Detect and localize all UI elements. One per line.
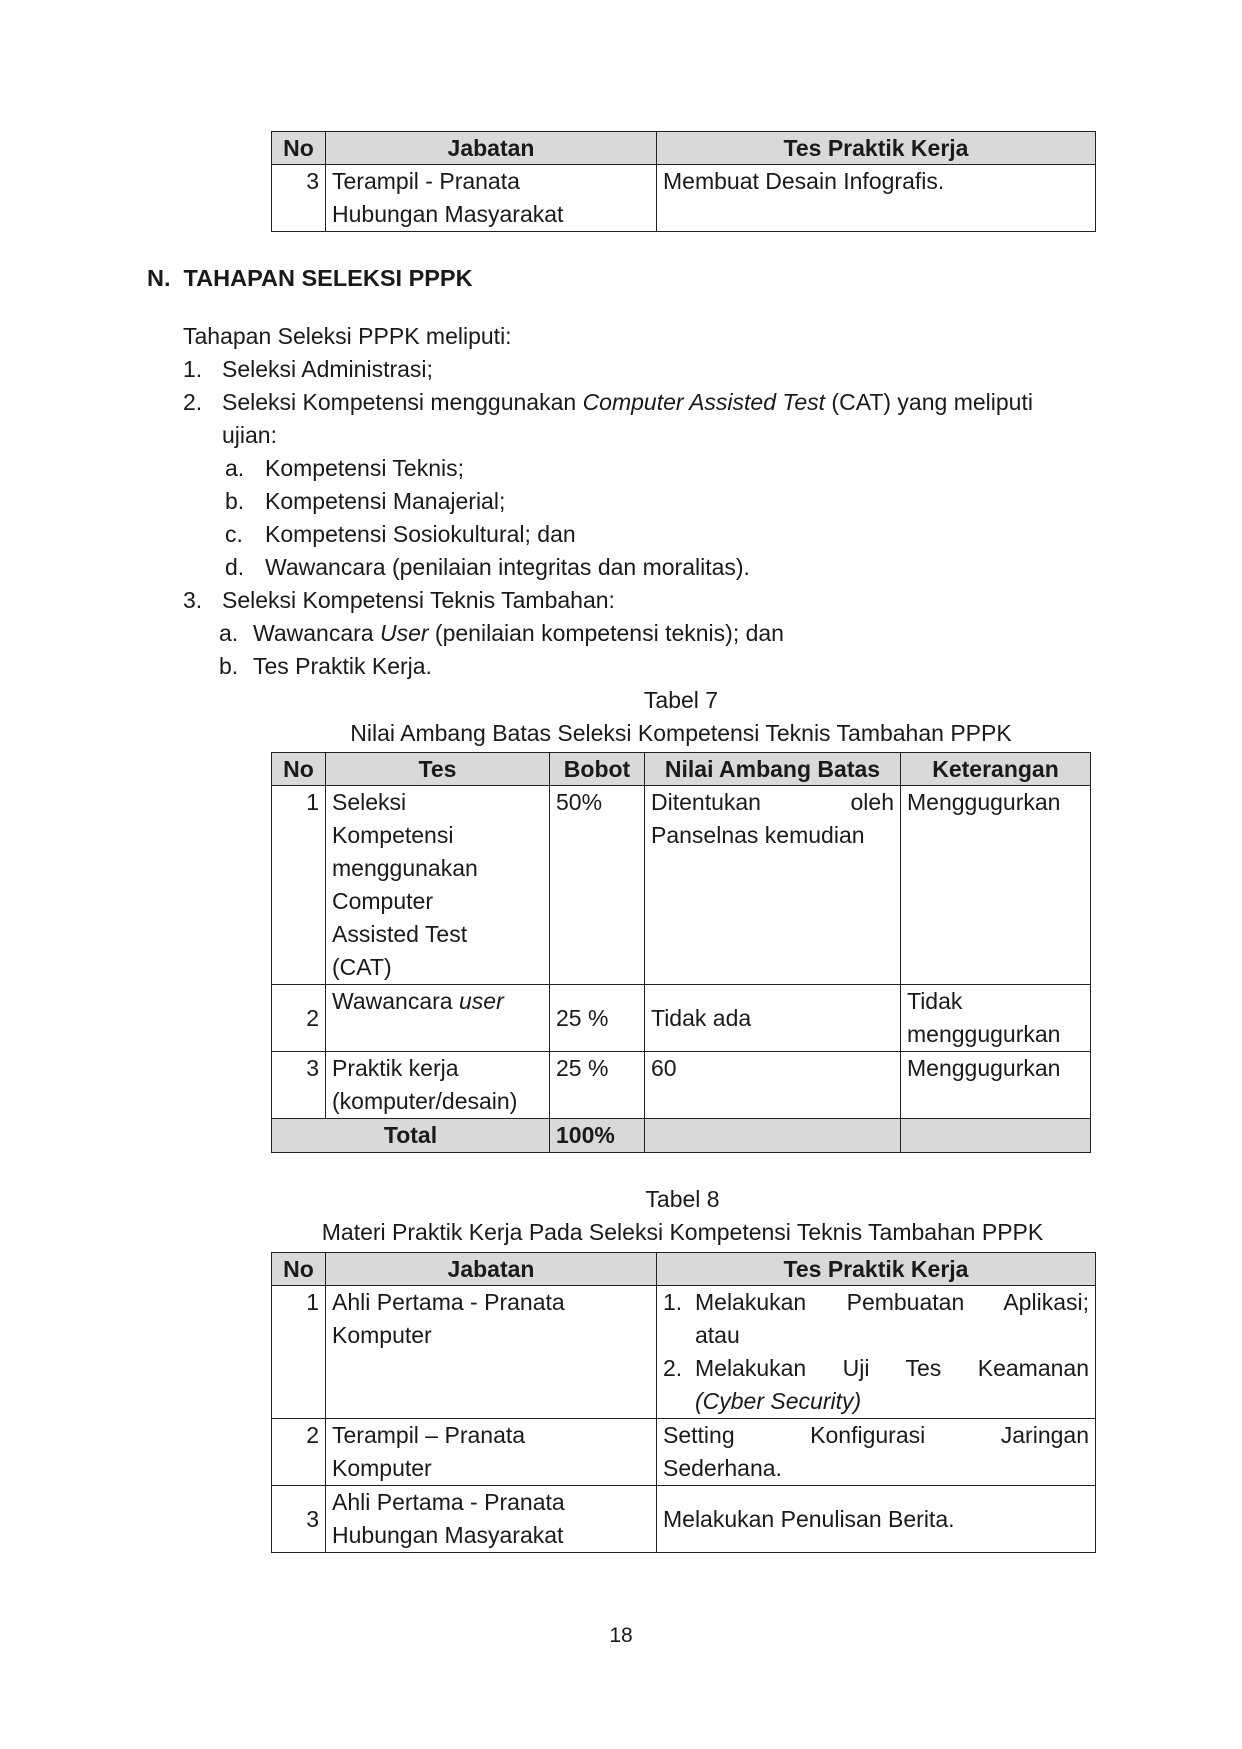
tes-num: 1. xyxy=(663,1289,683,1315)
list-num: 1. xyxy=(183,356,203,382)
list-text: Seleksi Administrasi; xyxy=(222,356,433,382)
cell-tes-line: Computer xyxy=(332,888,433,914)
header-no: No xyxy=(272,753,326,786)
cell-total-label: Total xyxy=(272,1119,550,1153)
cell-jabatan-line: Hubungan Masyarakat xyxy=(332,1522,564,1548)
cell-jabatan-line: Komputer xyxy=(332,1455,432,1481)
cell-tes-line: (CAT) xyxy=(332,954,392,980)
cell-tes: Melakukan Penulisan Berita. xyxy=(657,1486,1096,1553)
cell-tes-italic: user xyxy=(458,988,504,1014)
cell-no: 3 xyxy=(272,1052,326,1119)
tabel8-title: Materi Praktik Kerja Pada Seleksi Kompetensi Teknis Tambahan PPPK xyxy=(321,1219,1044,1245)
list-text-part: (CAT) yang meliputi xyxy=(825,389,1033,415)
sub-text-italic: User xyxy=(379,620,429,646)
tabel7 xyxy=(271,752,1091,1153)
tes-num: 2. xyxy=(663,1355,683,1381)
tabel7-title: Nilai Ambang Batas Seleksi Kompetensi Teknis Tambahan PPPK xyxy=(350,720,1012,746)
sub-num: c. xyxy=(225,521,243,547)
cell-tes xyxy=(657,1419,1096,1486)
list-num: 2. xyxy=(183,389,203,415)
table-top xyxy=(271,131,1096,232)
tes-item xyxy=(663,1352,1089,1418)
sub-item xyxy=(219,617,1093,650)
cell-nilai xyxy=(645,786,901,985)
cell-tes-line: Setting Konfigurasi Jaringan xyxy=(663,1422,1089,1448)
sub-num: b. xyxy=(219,653,239,679)
sub-text: Kompetensi Teknis; xyxy=(265,455,465,481)
cell-jabatan-line: Terampil – Pranata xyxy=(332,1422,526,1448)
sub-text: Kompetensi Sosiokultural; dan xyxy=(265,521,576,547)
cell-tes: Membuat Desain Infografis. xyxy=(657,165,1096,232)
tabel8-caption: Tabel 8 xyxy=(645,1186,720,1212)
table-row xyxy=(272,1486,1096,1553)
cell-keterangan xyxy=(901,985,1091,1052)
list-item-3 xyxy=(183,584,1093,617)
sub-text: Kompetensi Manajerial; xyxy=(265,488,506,514)
page-number: 18 xyxy=(609,1624,633,1647)
header-tes: Tes xyxy=(326,753,550,786)
list-item-2-cont: ujian: xyxy=(222,422,277,448)
cell-tes-line: Sederhana. xyxy=(663,1455,782,1481)
list-num: 3. xyxy=(183,587,203,613)
sub-list-3 xyxy=(183,617,1093,683)
cell-keterangan: Menggugurkan xyxy=(901,786,1091,985)
section-intro: Tahapan Seleksi PPPK meliputi: xyxy=(183,323,512,349)
cell-tes xyxy=(657,1286,1096,1419)
cell-tes xyxy=(326,1052,550,1119)
cell-jabatan xyxy=(326,165,657,232)
header-no: No xyxy=(272,1253,326,1286)
sub-num: b. xyxy=(225,488,245,514)
cell-nilai-word: Ditentukan xyxy=(651,789,761,815)
table-row xyxy=(272,165,1096,232)
cell-jabatan xyxy=(326,1486,657,1553)
tes-text-italic: (Cyber Security) xyxy=(695,1388,862,1414)
cell-bobot: 25 % xyxy=(550,1052,645,1119)
sub-list xyxy=(183,452,1093,584)
sub-item xyxy=(225,485,1093,518)
sub-text-part: Wawancara xyxy=(253,620,380,646)
cell-total-empty xyxy=(645,1119,901,1153)
cell-tes-line: Kompetensi xyxy=(332,822,454,848)
sub-text xyxy=(253,617,784,650)
cell-jabatan xyxy=(326,1286,657,1419)
list-text xyxy=(222,386,1033,419)
header-tes-praktik: Tes Praktik Kerja xyxy=(657,1253,1096,1286)
cell-jabatan-line2: Hubungan Masyarakat xyxy=(332,201,564,227)
cell-tes-line: menggunakan xyxy=(332,855,478,881)
cell-tes-line: Praktik kerja xyxy=(332,1055,459,1081)
cell-nilai-line2: Panselnas kemudian xyxy=(651,822,865,848)
cell-ket-line: Tidak xyxy=(907,988,963,1014)
list-item-2 xyxy=(183,386,1093,419)
table-row xyxy=(272,1419,1096,1486)
sub-text: Wawancara (penilaian integritas dan moralitas). xyxy=(265,554,750,580)
tes-text-line: Melakukan Pembuatan Aplikasi; xyxy=(695,1289,1089,1315)
cell-nilai: Tidak ada xyxy=(645,985,901,1052)
cell-no: 1 xyxy=(272,786,326,985)
table-header-row xyxy=(272,132,1096,165)
tes-text xyxy=(695,1352,1089,1418)
cell-bobot: 50% xyxy=(550,786,645,985)
header-tes-praktik: Tes Praktik Kerja xyxy=(657,132,1096,165)
cell-no: 3 xyxy=(272,165,326,232)
header-no: No xyxy=(272,132,326,165)
table-total-row xyxy=(272,1119,1091,1153)
table-row xyxy=(272,1052,1091,1119)
header-jabatan: Jabatan xyxy=(326,132,657,165)
cell-keterangan: Menggugurkan xyxy=(901,1052,1091,1119)
cell-ket-line: menggugurkan xyxy=(907,1021,1061,1047)
sub-item xyxy=(219,650,1093,683)
cell-tes xyxy=(326,786,550,985)
cell-total-bobot: 100% xyxy=(550,1119,645,1153)
tes-item xyxy=(663,1286,1089,1352)
list-text-italic: Computer Assisted Test xyxy=(582,389,826,415)
cell-tes-line: Assisted Test xyxy=(332,921,468,947)
tabel8 xyxy=(271,1252,1096,1553)
sub-item xyxy=(225,518,1093,551)
cell-nilai: 60 xyxy=(645,1052,901,1119)
header-keterangan: Keterangan xyxy=(901,753,1091,786)
cell-jabatan-line1: Terampil - Pranata xyxy=(332,168,520,194)
tes-text-line: Melakukan Uji Tes Keamanan xyxy=(695,1355,1089,1381)
sub-item xyxy=(225,452,1093,485)
table-header-row xyxy=(272,1253,1096,1286)
cell-bobot: 25 % xyxy=(550,985,645,1052)
sub-text-part: (penilaian kompetensi teknis); dan xyxy=(428,620,784,646)
sub-text: Tes Praktik Kerja. xyxy=(253,653,432,679)
cell-tes-line: (komputer/desain) xyxy=(332,1088,518,1114)
sub-num: d. xyxy=(225,554,245,580)
sub-item xyxy=(225,551,1093,584)
sub-num: a. xyxy=(225,455,245,481)
table-row xyxy=(272,985,1091,1052)
header-jabatan: Jabatan xyxy=(326,1253,657,1286)
cell-no: 2 xyxy=(272,985,326,1052)
list-item-1 xyxy=(183,353,1093,386)
table-header-row xyxy=(272,753,1091,786)
cell-nilai-word: oleh xyxy=(850,789,894,815)
section-heading: N. TAHAPAN SELEKSI PPPK xyxy=(147,265,473,291)
cell-jabatan-line: Ahli Pertama - Pranata xyxy=(332,1489,565,1515)
tabel7-caption: Tabel 7 xyxy=(643,687,719,713)
tes-text xyxy=(695,1286,1089,1352)
cell-jabatan-line: Ahli Pertama - Pranata xyxy=(332,1289,565,1315)
header-nilai-ambang: Nilai Ambang Batas xyxy=(645,753,901,786)
cell-jabatan xyxy=(326,1419,657,1486)
cell-total-empty xyxy=(901,1119,1091,1153)
tes-text-line: atau xyxy=(695,1322,740,1348)
table-row xyxy=(272,1286,1096,1419)
sub-num: a. xyxy=(219,620,239,646)
list-text-part: Seleksi Kompetensi menggunakan xyxy=(222,389,583,415)
cell-nilai-line1 xyxy=(651,786,894,819)
cell-no: 2 xyxy=(272,1419,326,1486)
list-text: Seleksi Kompetensi Teknis Tambahan: xyxy=(222,587,615,613)
table-row xyxy=(272,786,1091,985)
section-body xyxy=(183,320,1093,683)
cell-tes-line: Seleksi xyxy=(332,789,407,815)
cell-tes-part: Wawancara xyxy=(332,988,459,1014)
header-bobot: Bobot xyxy=(550,753,645,786)
cell-no: 3 xyxy=(272,1486,326,1553)
cell-jabatan-line: Komputer xyxy=(332,1322,432,1348)
cell-tes xyxy=(326,985,550,1052)
cell-no: 1 xyxy=(272,1286,326,1419)
